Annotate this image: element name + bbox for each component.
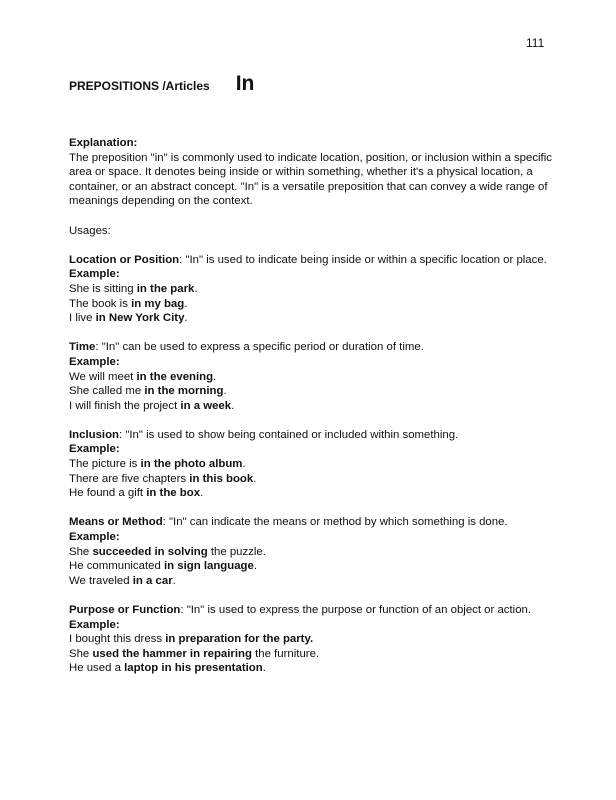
usage-definition bbox=[69, 428, 559, 443]
example-highlight: in the morning bbox=[144, 385, 224, 398]
example-text: She is sitting bbox=[69, 282, 137, 295]
example-sentence bbox=[69, 370, 559, 385]
example-highlight: laptop in his presentation bbox=[124, 662, 263, 675]
usage-heading: Inclusion bbox=[69, 428, 119, 441]
usage-definition bbox=[69, 253, 559, 268]
example-text: . bbox=[213, 370, 217, 383]
example-highlight: in a week bbox=[180, 399, 232, 412]
example-sentence bbox=[69, 399, 559, 414]
example-text: . bbox=[253, 560, 258, 573]
example-text: the furniture. bbox=[251, 647, 320, 660]
example-text: We will meet bbox=[69, 370, 137, 383]
example-text: I bought this dress bbox=[69, 633, 166, 646]
example-text: . bbox=[253, 472, 257, 485]
example-text: There are five chapters bbox=[69, 472, 190, 485]
example-sentence bbox=[69, 282, 559, 297]
example-text: . bbox=[262, 662, 266, 675]
example-highlight: in this book bbox=[189, 472, 254, 485]
example-highlight: in the evening bbox=[136, 370, 214, 383]
usage-definition bbox=[69, 340, 559, 355]
example-sentence bbox=[69, 311, 559, 326]
usage-heading: Purpose or Function bbox=[69, 604, 181, 616]
example-text: The picture is bbox=[69, 458, 141, 471]
example-highlight: in the box bbox=[146, 487, 201, 500]
example-text: She called me bbox=[69, 385, 145, 398]
example-text: . bbox=[184, 297, 188, 310]
title-main: PREPOSITIONS /Articles bbox=[69, 79, 210, 93]
example-highlight: used the hammer in repairing bbox=[92, 647, 252, 660]
usage-section bbox=[69, 603, 559, 676]
usage-section bbox=[69, 428, 559, 501]
usage-heading: Location or Position bbox=[69, 253, 180, 266]
usage-description: : "In" is used to express the purpose or function of an object or action. bbox=[180, 604, 532, 616]
example-label: Example: bbox=[69, 618, 120, 631]
example-label: Example: bbox=[69, 355, 120, 368]
example-label: Example: bbox=[69, 443, 120, 456]
example-text: He used a bbox=[69, 662, 125, 675]
example-label: Example: bbox=[69, 531, 120, 544]
example-sentence bbox=[69, 472, 559, 487]
example-sentence bbox=[69, 647, 559, 662]
example-sentence bbox=[69, 574, 559, 589]
example-highlight: in the photo album bbox=[140, 458, 243, 471]
example-text: . bbox=[172, 574, 176, 587]
example-highlight: in New York City bbox=[95, 312, 185, 325]
example-text: . bbox=[242, 458, 246, 471]
example-text: . bbox=[231, 399, 235, 412]
usage-description: : "In" is used to show being contained or included within something. bbox=[119, 428, 459, 441]
usage-description: : "In" can be used to express a specific period or duration of time. bbox=[95, 341, 424, 354]
usage-section bbox=[69, 340, 559, 413]
usage-definition bbox=[69, 515, 559, 530]
example-text: . bbox=[184, 312, 188, 325]
content bbox=[69, 136, 559, 691]
example-sentence bbox=[69, 297, 559, 312]
example-sentence bbox=[69, 486, 559, 501]
title-word: In bbox=[235, 72, 255, 95]
example-text: The book is bbox=[69, 297, 132, 310]
example-highlight: in my bag bbox=[131, 297, 185, 310]
example-highlight: in a car bbox=[132, 574, 173, 587]
usage-heading: Means or Method bbox=[69, 516, 163, 529]
example-highlight: succeeded in solving bbox=[92, 545, 208, 558]
example-sentence bbox=[69, 632, 559, 647]
example-text: She bbox=[69, 545, 93, 558]
example-text: I live bbox=[69, 312, 96, 325]
usage-sections bbox=[69, 253, 559, 676]
example-highlight: in the park bbox=[136, 282, 195, 295]
usage-section bbox=[69, 515, 559, 588]
example-highlight: in sign language bbox=[163, 560, 254, 573]
example-text: . bbox=[194, 282, 198, 295]
example-sentence bbox=[69, 384, 559, 399]
explanation-text: The preposition "in" is commonly used to indicate location, position, or inclusion within a specific area or space. It denotes being inside or within something, whether it's a physical location, a container, or an abstract concept. "In" is a versatile preposition that can convey a wide range of meanings depending on the context. bbox=[69, 151, 552, 208]
usage-description: : "In" can indicate the means or method by which something is done. bbox=[162, 516, 508, 529]
example-text: He found a gift bbox=[69, 487, 147, 500]
usage-description: : "In" is used to indicate being inside or within a specific location or place. bbox=[179, 253, 547, 266]
example-sentence bbox=[69, 661, 559, 676]
example-text: We traveled bbox=[69, 574, 133, 587]
example-text: . bbox=[200, 487, 204, 500]
explanation-heading: Explanation: bbox=[69, 137, 138, 149]
usages-heading: Usages: bbox=[69, 224, 111, 237]
usage-definition bbox=[69, 603, 559, 618]
example-label: Example: bbox=[69, 268, 120, 281]
page-number: 111 bbox=[526, 36, 545, 50]
example-sentence bbox=[69, 545, 559, 560]
example-highlight: in preparation for the party. bbox=[165, 633, 314, 646]
usage-heading: Time bbox=[69, 341, 96, 354]
page-title bbox=[69, 72, 254, 96]
usage-section bbox=[69, 253, 559, 326]
example-sentence bbox=[69, 457, 559, 472]
example-text: . bbox=[223, 385, 227, 398]
example-sentence bbox=[69, 559, 559, 574]
example-text: She bbox=[69, 647, 93, 660]
example-text: I will finish the project bbox=[69, 399, 181, 412]
example-text: the puzzle. bbox=[207, 545, 266, 558]
example-text: He communicated bbox=[69, 560, 164, 573]
